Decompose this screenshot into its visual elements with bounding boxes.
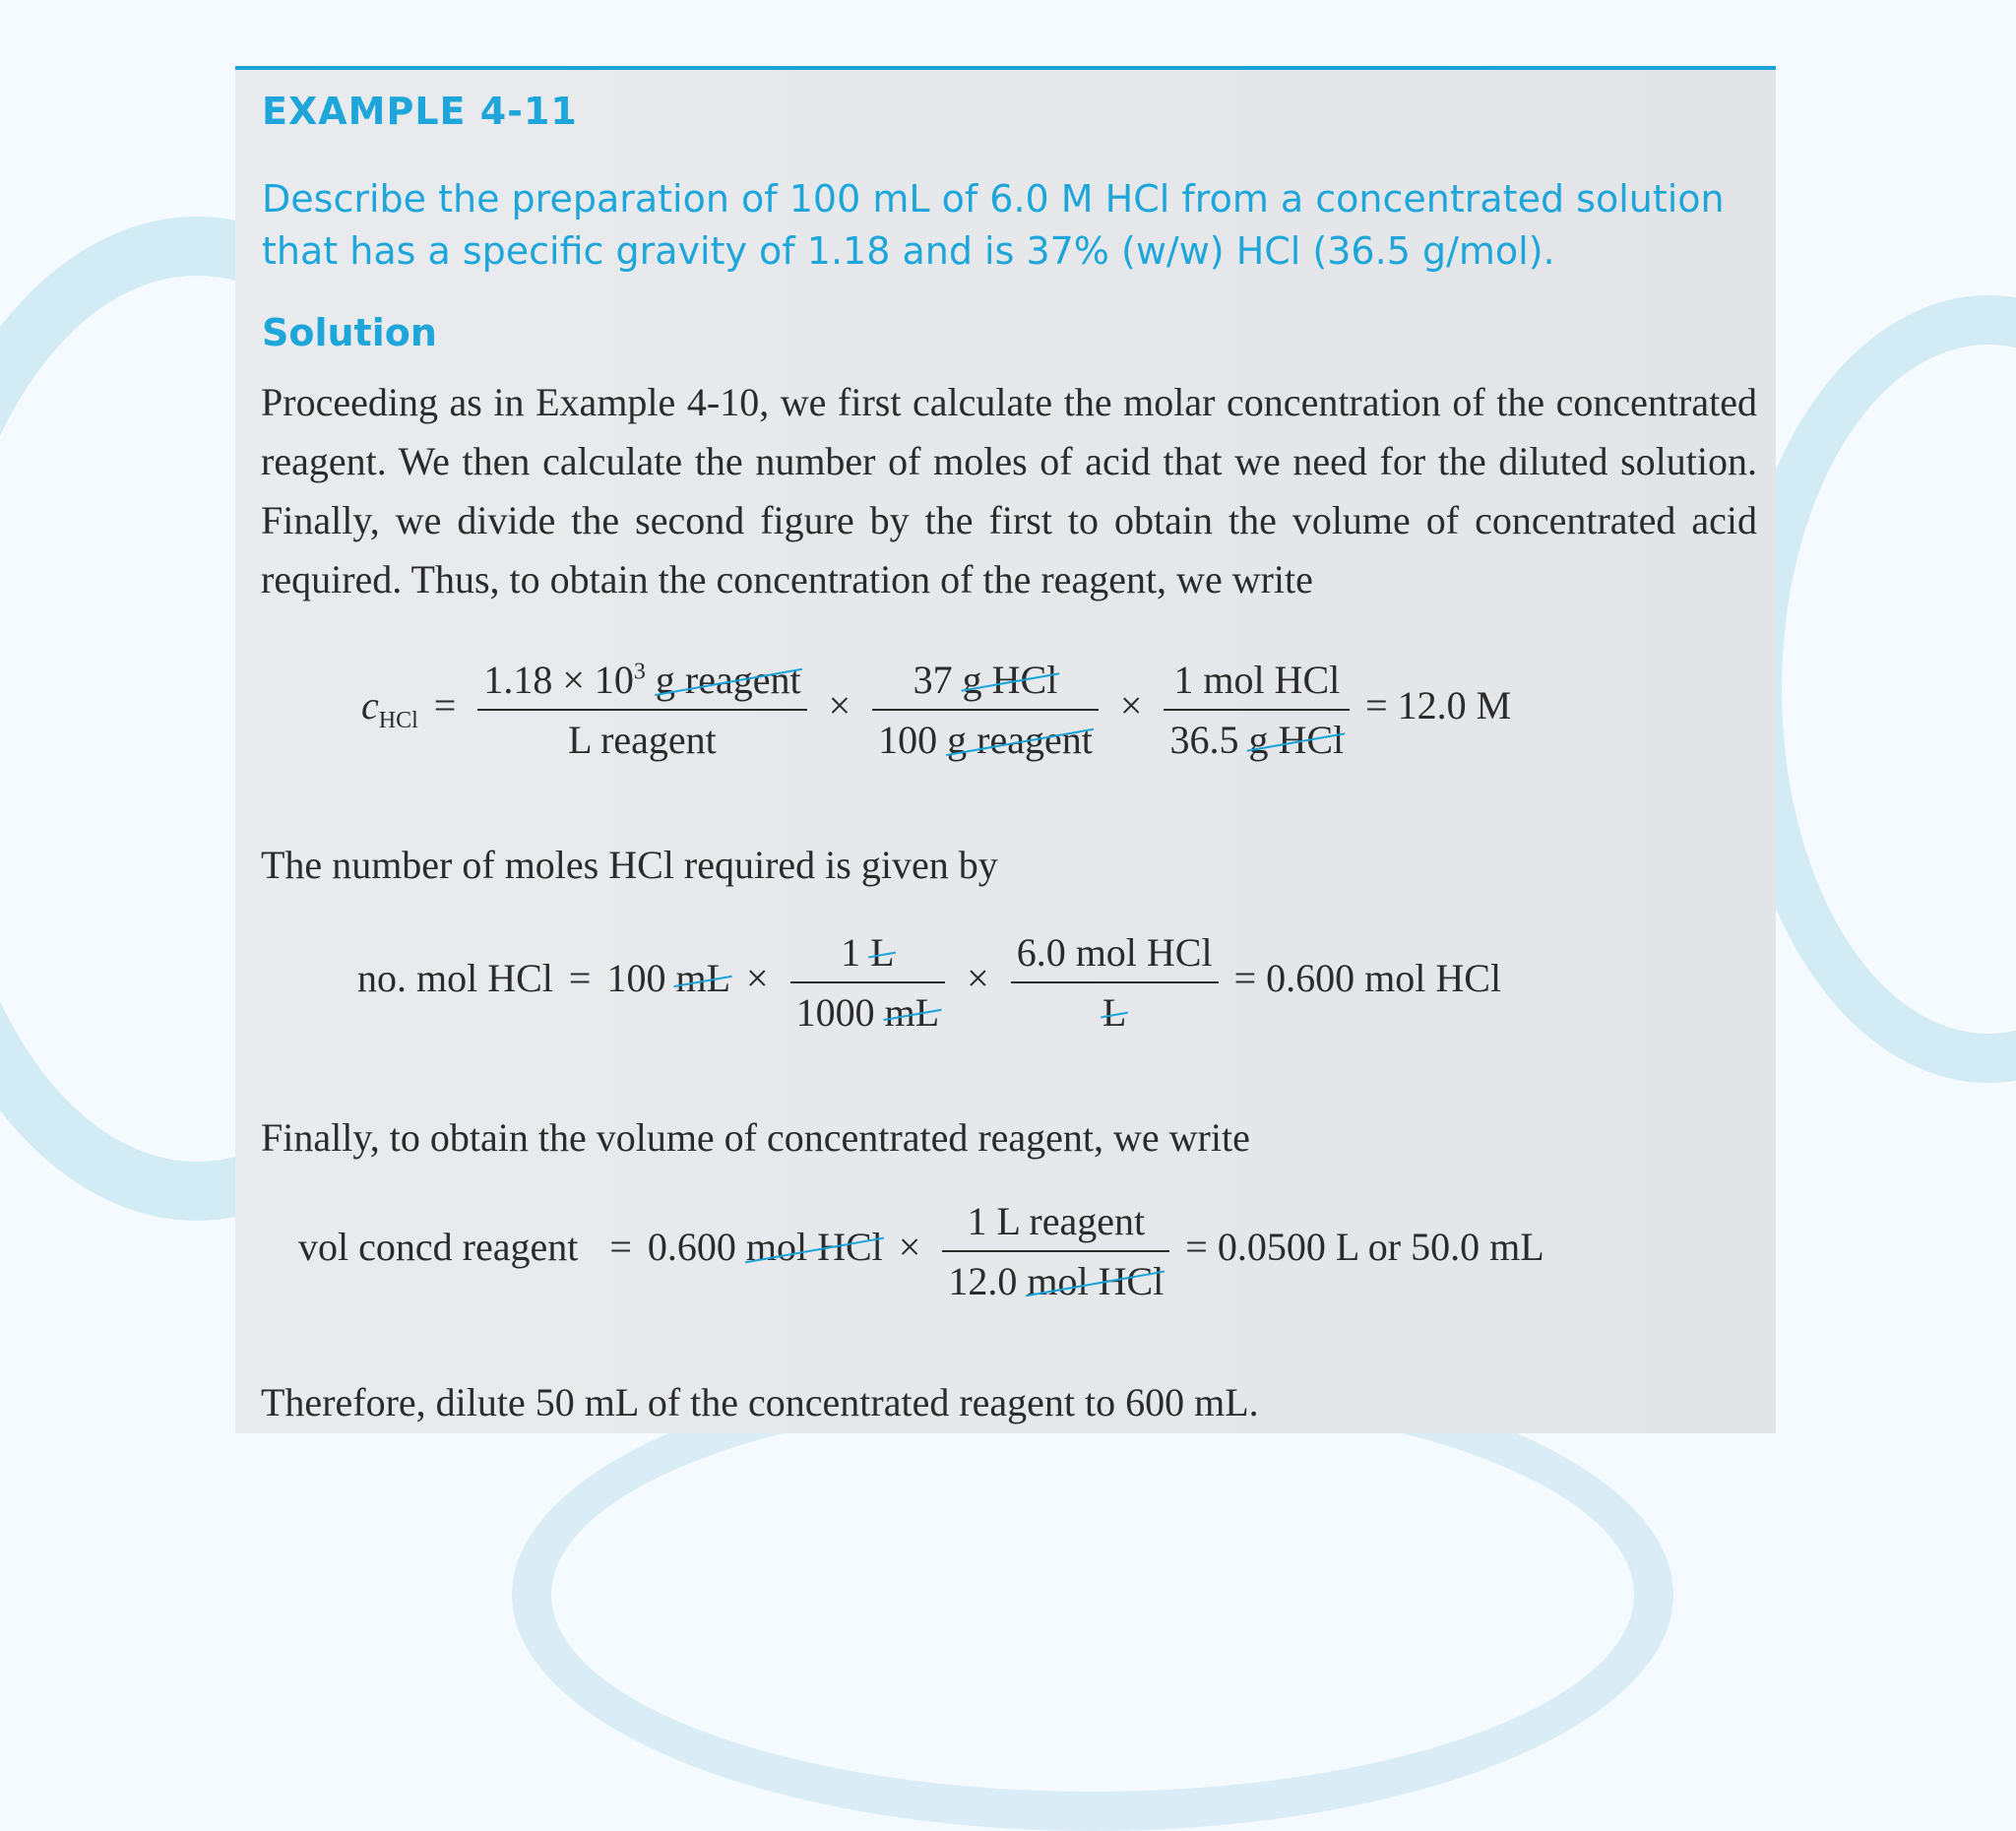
equation-volume-reagent bbox=[298, 1198, 1544, 1304]
eq2-f2-den-cancel: L bbox=[1102, 990, 1127, 1035]
eq2-f1-den: 1000 bbox=[795, 990, 875, 1035]
times-sign: × bbox=[746, 956, 769, 1001]
eq1-f1-num: 1.18 × 10 bbox=[483, 658, 634, 702]
eq3-f-num: 1 L reagent bbox=[942, 1198, 1169, 1252]
eq1-result: = 12.0 M bbox=[1365, 683, 1512, 728]
example-title: EXAMPLE 4-11 bbox=[262, 90, 578, 133]
eq1-f3-den-cancel: g HCl bbox=[1248, 718, 1345, 762]
times-sign: × bbox=[898, 1225, 921, 1270]
conclusion-text: Therefore, dilute 50 mL of the concentrated reagent to 600 mL. bbox=[261, 1380, 1259, 1424]
solution-intro: Proceeding as in Example 4-10, we first calculate the molar concentration of the concentrated reagent. We then calculate the number of moles of acid that we need for the diluted solution. Finally, we divide the second figure by the first to obtain the volume of concentrated acid required. Thus, to obtain the concentration of the reagent, we write bbox=[261, 380, 1757, 601]
eq1-f2-num-cancel: g HCl bbox=[962, 658, 1058, 702]
eq1-f1-num-cancel: g reagent bbox=[655, 658, 801, 702]
eq3-moles: 0.600 bbox=[647, 1225, 736, 1270]
eq2-volume: 100 bbox=[606, 956, 666, 1001]
eq1-f2-den-cancel: g reagent bbox=[947, 718, 1093, 762]
eq3-f-den-cancel: mol HCl bbox=[1027, 1259, 1165, 1303]
eq1-fraction-percent bbox=[872, 657, 1099, 763]
eq1-f3-num: 1 mol HCl bbox=[1164, 657, 1350, 711]
eq3-result: = 0.0500 L or 50.0 mL bbox=[1185, 1225, 1544, 1270]
eq2-f1-num-cancel: L bbox=[870, 930, 895, 975]
equation-molar-concentration bbox=[361, 657, 1511, 763]
problem-statement: Describe the preparation of 100 mL of 6.0 M HCl from a concentrated solution that has a specific gravity of 1.18 and is 37% (w/w) HCl (36.5 g/mol). bbox=[262, 177, 1725, 273]
eq1-lhs-var: c bbox=[361, 683, 379, 728]
eq1-fraction-molar-mass bbox=[1164, 657, 1350, 763]
eq1-f1-den: L reagent bbox=[568, 718, 717, 762]
solution-heading: Solution bbox=[262, 311, 437, 354]
eq1-f3-den: 36.5 bbox=[1169, 718, 1239, 762]
eq2-equals: = bbox=[568, 956, 592, 1001]
eq3-f-den: 12.0 bbox=[948, 1259, 1018, 1303]
eq1-fraction-density bbox=[477, 657, 806, 763]
volume-intro-text: Finally, to obtain the volume of concentrated reagent, we write bbox=[261, 1115, 1250, 1160]
eq2-f1-num: 1 bbox=[841, 930, 861, 975]
equation-moles-hcl bbox=[357, 929, 1501, 1036]
eq3-lhs: vol concd reagent bbox=[298, 1225, 579, 1270]
eq1-f2-num: 37 bbox=[913, 658, 953, 702]
eq3-moles-cancel: mol HCl bbox=[745, 1225, 883, 1270]
moles-required-text: The number of moles HCl required is given by bbox=[261, 843, 998, 887]
eq1-f1-sup: 3 bbox=[633, 659, 646, 685]
eq2-fraction-molarity bbox=[1011, 929, 1219, 1036]
eq2-result: = 0.600 mol HCl bbox=[1233, 956, 1502, 1001]
eq1-lhs-sub: HCl bbox=[378, 708, 418, 734]
eq2-f1-den-cancel: mL bbox=[884, 990, 940, 1035]
times-sign: × bbox=[1119, 683, 1143, 728]
eq1-equals: = bbox=[433, 683, 457, 728]
eq1-f2-den: 100 bbox=[878, 718, 938, 762]
eq2-fraction-liters bbox=[790, 929, 946, 1036]
times-sign: × bbox=[967, 956, 989, 1001]
eq2-f2-num: 6.0 mol HCl bbox=[1011, 929, 1219, 983]
example-card bbox=[235, 66, 1776, 1433]
eq2-lhs: no. mol HCl bbox=[357, 956, 553, 1001]
eq3-equals: = bbox=[609, 1225, 632, 1270]
eq3-fraction-reagent bbox=[942, 1198, 1169, 1304]
times-sign: × bbox=[828, 683, 851, 728]
eq2-volume-cancel: mL bbox=[675, 956, 731, 1001]
